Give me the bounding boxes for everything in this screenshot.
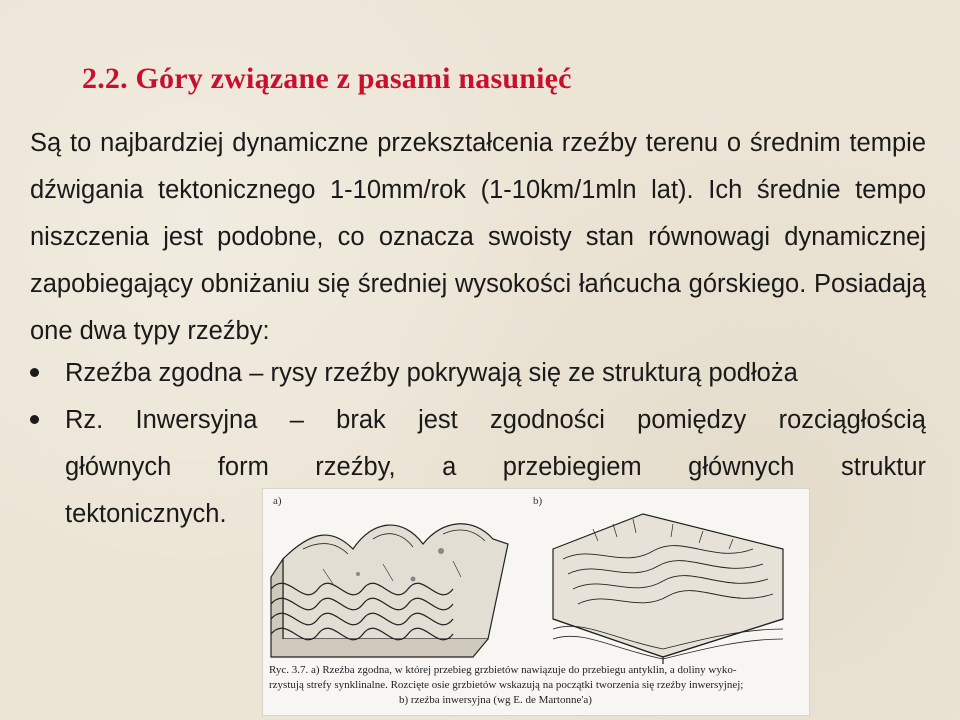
bullet-item-inverted [30,397,926,444]
bullet-text-line2: głównych form rzeźby, a przebiegiem głównych struktur [65,453,926,481]
bullet-text-line1: Rz. Inwersyjna – brak jest zgodności pomiędzy rozciągłością [65,406,926,434]
figure-label-a: a) [273,495,282,507]
bullet-continuation-line2 [30,444,926,491]
body-paragraph: Są to najbardziej dynamiczne przekształcenia rzeźby terenu o średnim tempie dźwigania tektonicznego 1-10mm/rok (1-10km/1mln lat). Ich średnie tempo niszczenia jest podobne, co oznacza swoisty stan równowagi dynamicznej zapobiegający obniżaniu się średniej wysokości łańcucha górskiego. Posiadają one dwa typy rzeźby: [30,129,926,345]
bullet-item-concordant [30,350,926,397]
figure-caption [269,663,803,708]
caption-line-3: b) rzeźba inwersyjna (wg E. de Martonne'a) [399,694,592,706]
slide-title: 2.2. Góry związane z pasami nasunięć [82,62,572,95]
figure-label-b: b) [533,495,543,507]
relief-figure [262,488,810,716]
block-diagram-inverted [553,514,783,664]
bullet-icon [30,368,39,377]
bullet-text-line3: tektonicznych. [65,500,227,528]
caption-line-2: rzystują strefy synklinalne. Rozcięte osie grzbietów wskazują na początki tworzenia się rzeźby inwersyjnej; [269,679,744,691]
bullet-text: Rzeźba zgodna – rysy rzeźby pokrywają się ze strukturą podłoża [65,359,798,387]
block-diagram-concordant [271,524,508,657]
caption-line-1: Ryc. 3.7. a) Rzeźba zgodna, w której przebieg grzbietów nawiązuje do przebiegu antyklin, a doliny wyko- [269,664,737,676]
block-diagrams [263,489,809,664]
bullet-icon [30,415,39,424]
